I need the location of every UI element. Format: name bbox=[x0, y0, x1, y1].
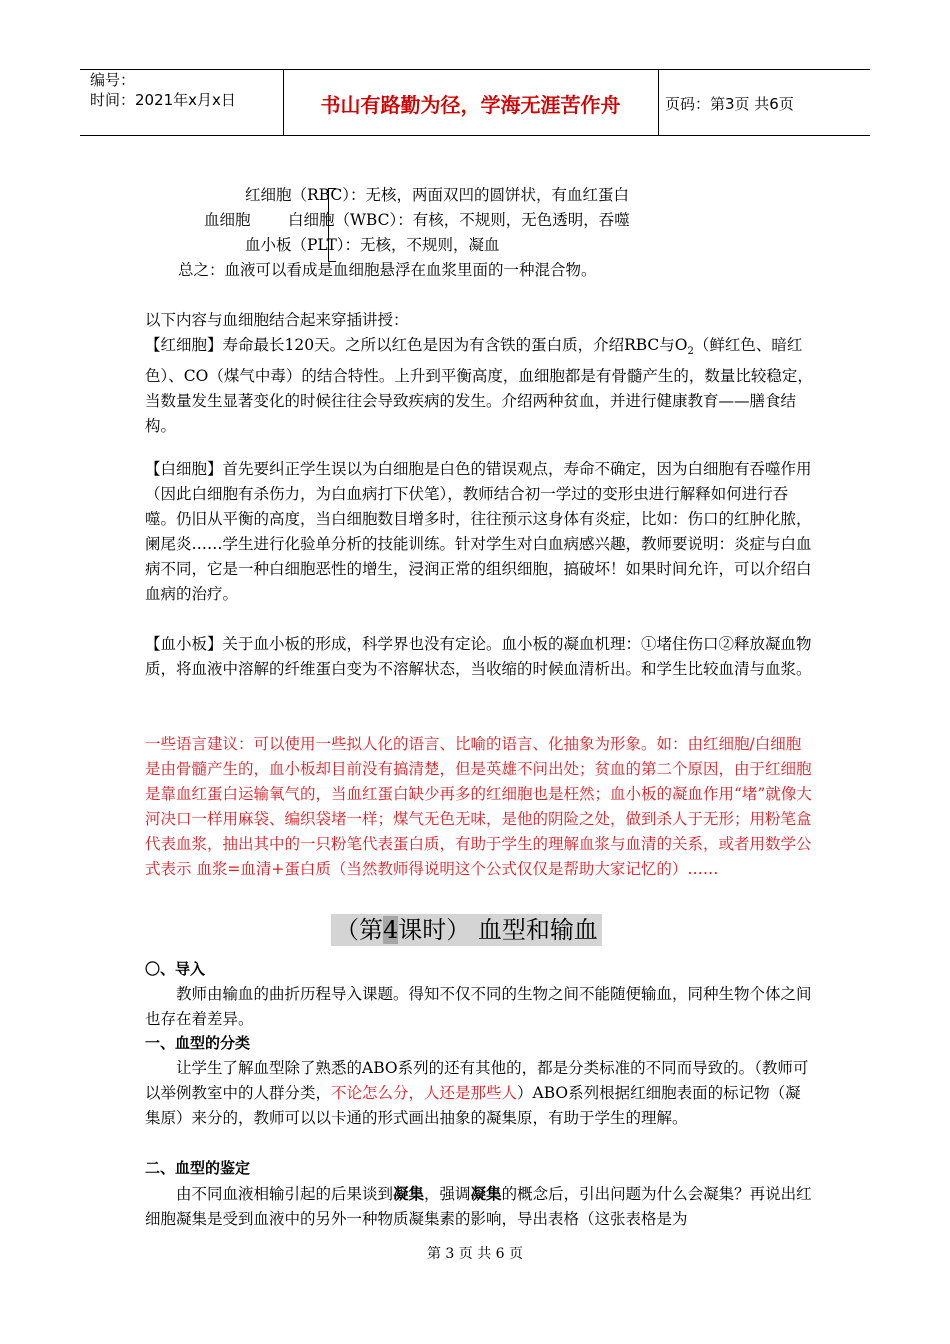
identification-bold-2: 凝集 bbox=[470, 1184, 502, 1203]
lesson-title-prefix: （第 bbox=[335, 916, 383, 944]
rbc-line: 红细胞（RBC）：无核，两面双凹的圆饼状，有血红蛋白 bbox=[245, 186, 629, 204]
header-time: 时间：2021年x月x日 bbox=[90, 91, 236, 109]
section-intro-body: 教师由输血的曲折历程导入课题。得知不仅不同的生物之间不能随便输血，同种生物个体之间也存在着差异。 bbox=[145, 985, 812, 1028]
summary-line: 总之：血液可以看成是血细胞悬浮在血浆里面的一种混合物。 bbox=[178, 261, 597, 279]
lesson-title-suffix: 课时） 血型和输血 bbox=[398, 916, 598, 944]
intro-line: 以下内容与血细胞结合起来穿插讲授： bbox=[145, 311, 409, 329]
header-bottom-rule bbox=[80, 135, 870, 136]
wbc-line: 白细胞（WBC）：有核，不规则，无色透明，吞噬 bbox=[288, 211, 630, 229]
language-tips: 一些语言建议：可以使用一些拟人化的语言、比喻的语言、化抽象为形象。如：由红细胞/白细胞是由骨髓产生的，血小板却目前没有搞清楚，但是英雄不问出处；贫血的第二个原因，由于红细胞是靠血红蛋白运输氧气的，当血红蛋白缺少再多的红细胞也是枉然；血小板的凝血作用“堵”就像大河决口一样用麻袋、编织袋堵一样；煤气无色无味，是他的阴险之处，做到杀人于无形；用粉笔盒代表血浆，抽出其中的一只粉笔代表蛋白质，有助于学生的理解血浆与血清的关系，或者用数学公式表示 血浆=血清+蛋白质（当然教师得说明这个公式仅仅是帮助大家记忆的）…… bbox=[145, 735, 812, 878]
classification-text-b: ）ABO系列根据红细胞表面的标记物（凝集原）来分的，教师可以以卡通的形式画出抽象的凝集原，有助于学生的理解。 bbox=[145, 1084, 801, 1127]
section-classification-body bbox=[145, 1056, 815, 1131]
wbc-paragraph: 【白细胞】首先要纠正学生误以为白细胞是白色的错误观点，寿命不确定，因为白细胞有吞噬作用（因此白细胞有杀伤力，为白血病打下伏笔），教师结合初一学过的变形虫进行解释如何进行吞噬。仍旧从平衡的高度，当白细胞数目增多时，往往预示这身体有炎症，比如：伤口的红肿化脓，阑尾炎……学生进行化验单分析的技能训练。针对学生对白血病感兴趣，教师要说明：炎症与白血病不同，它是一种白细胞恶性的增生，浸润正常的组织细胞，搞破坏！如果时间允许，可以介绍白血病的治疗。 bbox=[145, 460, 812, 603]
classification-text-a: 让学生了解血型除了熟悉的ABO系列的还有其他的，都是分类标准的不同而导致的。（教师可以举例教室中的人群分类， bbox=[145, 1059, 809, 1102]
identification-text-c: 的概念后，引出问题为什么会凝集？再说出红细胞凝集是受到血液中的另外一种物质凝集素的影响，导出表格（这张表格是为 bbox=[145, 1185, 812, 1228]
plt-paragraph: 【血小板】关于血小板的形成，科学界也没有定论。血小板的凝血机理：①堵住伤口②释放凝血物质，将血液中溶解的纤维蛋白变为不溶解状态，当收缩的时候血清析出。和学生比较血清与血浆。 bbox=[145, 635, 812, 678]
blood-cell-label: 血细胞 bbox=[204, 211, 251, 229]
classification-text-highlight: 不论怎么分，人还是那些人 bbox=[331, 1084, 518, 1102]
page-footer: 第 3 页 共 6 页 bbox=[426, 1246, 524, 1262]
header-top-rule bbox=[80, 69, 870, 70]
rbc-paragraph-head: 【红细胞】寿命最长120天。之所以红色是因为有含铁的蛋白质，介绍RBC与O bbox=[145, 336, 688, 354]
plt-line: 血小板（PLT）：无核，不规则，凝血 bbox=[245, 236, 500, 254]
section-identification-title: 二、血型的鉴定 bbox=[145, 1159, 251, 1177]
section-identification-body bbox=[145, 1181, 815, 1232]
section-classification-title: 一、血型的分类 bbox=[145, 1034, 251, 1052]
lesson-title-number: 4 bbox=[383, 916, 399, 944]
header-motto: 书山有路勤为径，学海无涯苦作舟 bbox=[320, 93, 621, 117]
rbc-paragraph-subscript: 2 bbox=[687, 346, 694, 358]
lesson-title bbox=[331, 914, 602, 946]
rbc-paragraph-tail: （鲜红色、暗红色）、CO（煤气中毒）的结合特性。上升到平衡高度，血细胞都是有骨髓产生的，数量比较稳定，当数量发生显著变化的时候往往会导致疾病的发生。介绍两种贫血，并进行健康教育——膳食结构。 bbox=[145, 336, 813, 436]
identification-text-b: ，强调 bbox=[424, 1185, 471, 1203]
identification-bold-1: 凝集 bbox=[393, 1184, 425, 1203]
header-number: 编号： bbox=[90, 71, 136, 89]
identification-text-a: 由不同血液相输引起的后果谈到 bbox=[176, 1185, 394, 1203]
header-page-info: 页码：第3页 共6页 bbox=[665, 95, 794, 113]
header-divider-right bbox=[658, 69, 659, 135]
rbc-paragraph bbox=[145, 333, 815, 439]
section-intro-title: 〇、导入 bbox=[145, 960, 206, 978]
